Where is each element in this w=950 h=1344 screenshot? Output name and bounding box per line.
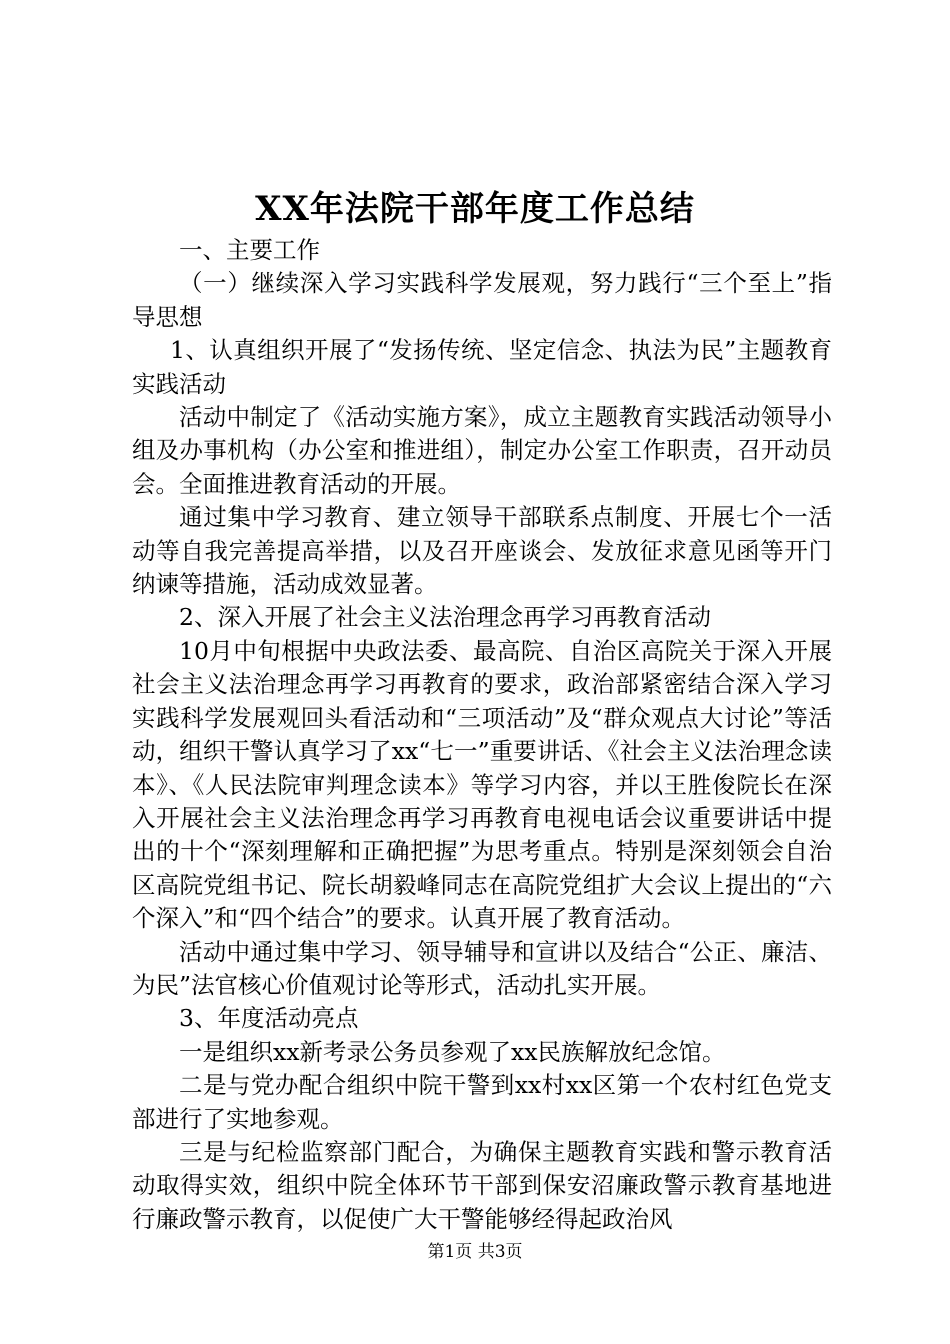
body-paragraph: 三是与纪检监察部门配合，为确保主题教育实践和警示教育活动取得实效，组织中院全体环节干部到保安沼廉政警示教育基地进行廉政警示教育，以促使广大干警能够经得起政治风	[132, 1137, 832, 1233]
item-heading-3: 3、年度活动亮点	[179, 1004, 359, 1033]
page-number: 第1页 共3页	[427, 1242, 523, 1262]
body-paragraph: 一是组织xx新考录公务员参观了xx民族解放纪念馆。	[179, 1037, 726, 1066]
item-heading-2: 2、深入开展了社会主义法治理念再学习再教育活动	[179, 603, 711, 632]
subheading-section-one: （一）继续深入学习实践科学发展观，努力践行“三个至上”指导思想	[132, 269, 832, 331]
body-paragraph: 通过集中学习教育、建立领导干部联系点制度、开展七个一活动等自我完善提高举措，以及召开座谈会、发放征求意见函等开门纳谏等措施，活动成效显著。	[132, 503, 832, 599]
body-paragraph: 活动中制定了《活动实施方案》，成立主题教育实践活动领导小组及办事机构（办公室和推进组），制定办公室工作职责，召开动员会。全面推进教育活动的开展。	[132, 403, 832, 498]
heading-main-work: 一、主要工作	[179, 236, 320, 264]
body-paragraph: 二是与党办配合组织中院干警到xx村xx区第一个农村红色党支部进行了实地参观。	[132, 1071, 832, 1133]
item-heading-1: 1、认真组织开展了“发扬传统、坚定信念、执法为民”主题教育实践活动	[132, 336, 832, 398]
document-title: XX年法院干部年度工作总结	[255, 189, 695, 229]
document-body	[132, 234, 832, 1236]
body-paragraph: 活动中通过集中学习、领导辅导和宣讲以及结合“公正、廉洁、为民”法官核心价值观讨论等形式，活动扎实开展。	[132, 937, 832, 999]
body-paragraph: 10月中旬根据中央政法委、最高院、自治区高院关于深入开展社会主义法治理念再学习再教育的要求，政治部紧密结合深入学习实践科学发展观回头看活动和“三项活动”及“群众观点大讨论”等活动，组织干警认真学习了xx“七一”重要讲话、《社会主义法治理念读本》、《人民法院审判理念读本》等学习内容，并以王胜俊院长在深入开展社会主义法治理念再学习再教育电视电话会议重要讲话中提出的十个“深刻理解和正确把握”为思考重点。特别是深刻领会自治区高院党组书记、院长胡毅峰同志在高院党组扩大会议上提出的“六个深入”和“四个结合”的要求。认真开展了教育活动。	[132, 636, 832, 933]
